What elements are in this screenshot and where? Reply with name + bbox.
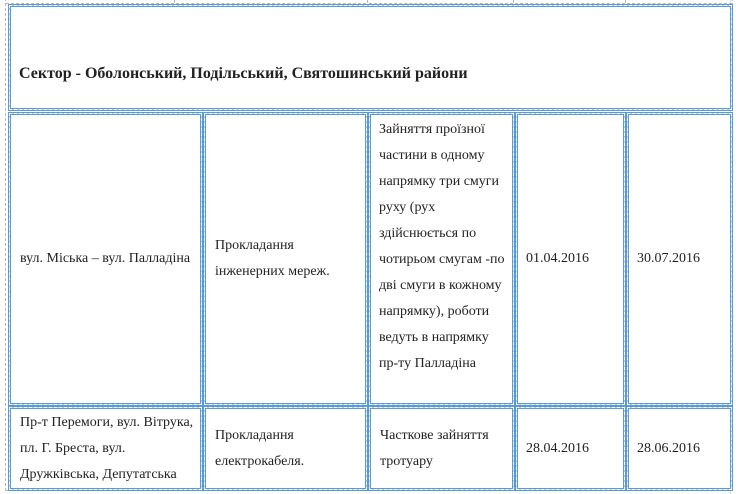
table-cell-start-date[interactable]	[515, 406, 626, 491]
table-cell-restriction[interactable]	[368, 406, 515, 491]
table-cell-end-date[interactable]	[626, 406, 733, 491]
end-date-text: 28.06.2016	[637, 440, 700, 456]
table-cell-end-date[interactable]	[626, 112, 733, 406]
sector-header-cell[interactable]	[8, 4, 733, 111]
restriction-text: Часткове зайняття тротуару	[380, 427, 489, 469]
sector-title: Сектор - Оболонський, Подільський, Святошинський райони	[19, 65, 468, 82]
restriction-text: Зайняття проїзної частини в одному напрямку три смуги руху (рух здійснюється по чотирьом смугам -по дві смуги в кожному напрямку), роботи ведуть в напрямку пр-ту Палладіна	[379, 122, 505, 371]
table-cell-restriction[interactable]	[368, 112, 515, 406]
start-date-text: 28.04.2016	[526, 440, 589, 456]
start-date-text: 01.04.2016	[526, 251, 589, 266]
location-text: Пр-т Перемоги, вул. Вітрука, пл. Г. Бреста, вул. Дружківська, Депутатська	[20, 414, 194, 482]
end-date-text: 30.07.2016	[637, 251, 700, 266]
table-cell-start-date[interactable]	[515, 112, 626, 406]
work-text: Прокладання електрокабеля.	[215, 427, 305, 469]
table-cell-location[interactable]	[8, 406, 203, 491]
work-text: Прокладання інженерних мереж.	[215, 238, 330, 279]
table-cell-work[interactable]	[203, 112, 368, 406]
table-cell-location[interactable]	[8, 112, 203, 406]
table-cell-work[interactable]	[203, 406, 368, 491]
location-text: вул. Міська – вул. Палладіна	[20, 251, 191, 266]
